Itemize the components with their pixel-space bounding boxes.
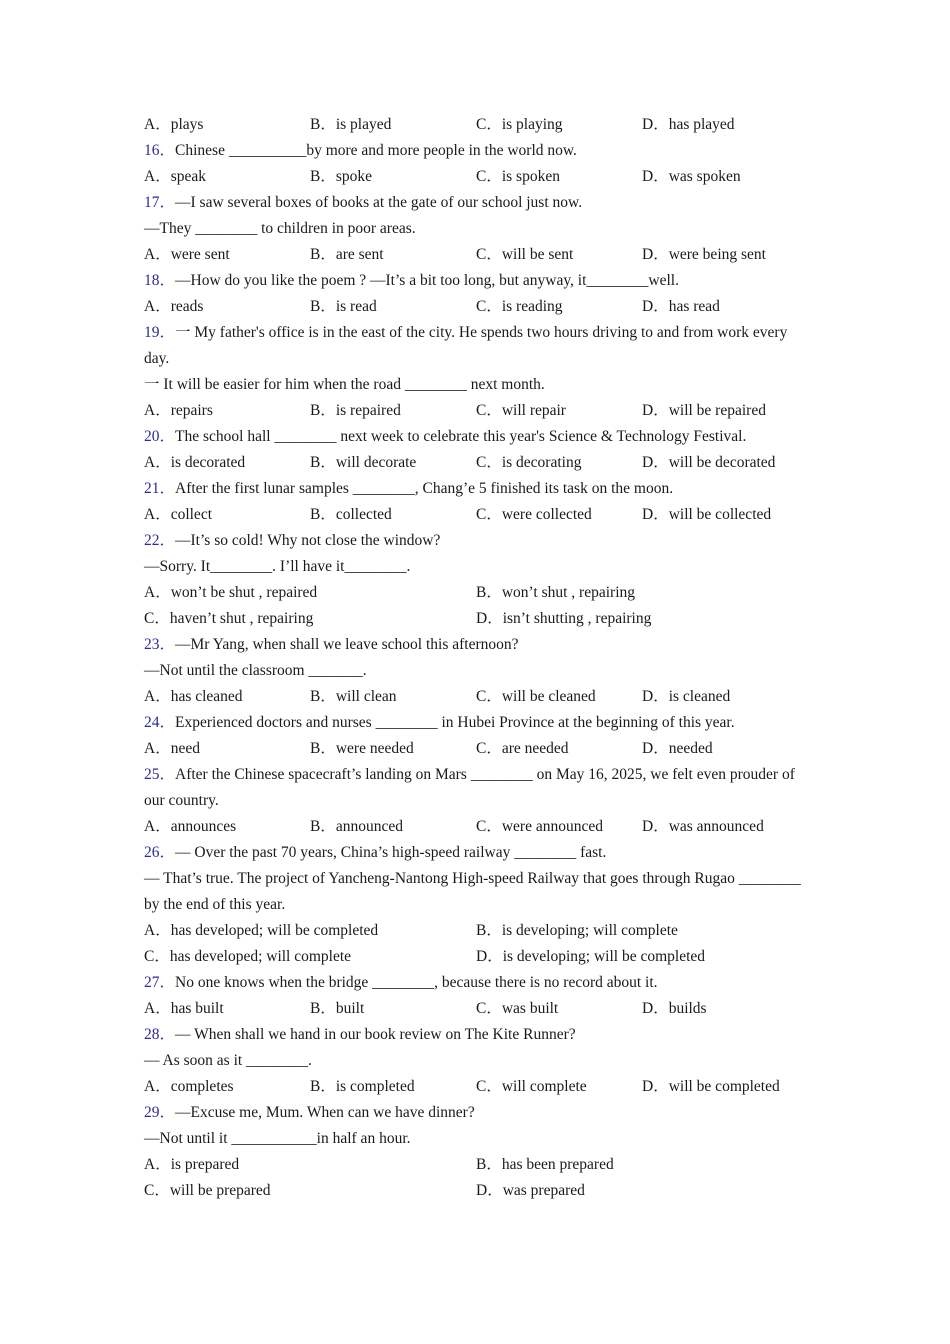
q29-stem-2: —Not until it ___________in half an hour.: [144, 1130, 411, 1147]
q27-option-b: B．built: [310, 1000, 365, 1017]
q24-option-b: B．were needed: [310, 740, 414, 757]
q25-number: 25．: [144, 766, 176, 783]
q22-option-d: D．isn’t shutting , repairing: [476, 610, 652, 627]
worksheet-page: [144, 112, 814, 1204]
q27-option-d: D．builds: [642, 1000, 707, 1017]
q23-number: 23．: [144, 636, 176, 653]
q18-text: —How do you like the poem ? —It’s a bit too long, but anyway, it________well.: [175, 272, 679, 289]
q26-stem-2: — That’s true. The project of Yancheng-Nantong High-speed Railway that goes through Rugao ________ by the end of this year.: [144, 870, 801, 913]
q22-stem-2: —Sorry. It________. I’ll have it________.: [144, 558, 411, 575]
q24-options: [144, 736, 814, 762]
q18-option-d: D．has read: [642, 298, 720, 315]
q18-number: 18．: [144, 272, 176, 289]
q25-option-d: D．was announced: [642, 818, 764, 835]
q15-option-b: B．is played: [310, 116, 392, 133]
q27-option-a: A．has built: [144, 1000, 224, 1017]
q28-option-c: C．will complete: [476, 1078, 587, 1095]
q21-option-b: B．collected: [310, 506, 392, 523]
q28-option-a: A．completes: [144, 1078, 234, 1095]
q28-stem-2: — As soon as it ________.: [144, 1052, 312, 1069]
q26-stem: [144, 840, 814, 866]
q22-option-b: B．won’t shut , repairing: [476, 584, 636, 601]
q21-option-a: A．collect: [144, 506, 213, 523]
q15-option-d: D．has played: [642, 116, 735, 133]
q29-option-a: A．is prepared: [144, 1156, 240, 1173]
q19-option-a: A．repairs: [144, 402, 213, 419]
q23-stem-2: —Not until the classroom _______.: [144, 662, 367, 679]
q26-option-a: A．has developed; will be completed: [144, 922, 379, 939]
q25-option-b: B．announced: [310, 818, 403, 835]
q22-option-c: C．haven’t shut , repairing: [144, 610, 314, 627]
q29-option-c: C．will be prepared: [144, 1182, 271, 1199]
q23-option-a: A．has cleaned: [144, 688, 243, 705]
q16-option-b: B．spoke: [310, 168, 373, 185]
q29-option-b: B．has been prepared: [476, 1156, 614, 1173]
q17-option-c: C．will be sent: [476, 246, 574, 263]
q18-option-b: B．is read: [310, 298, 377, 315]
q17-stem-2: —They ________ to children in poor areas.: [144, 220, 416, 237]
q19-options: [144, 398, 814, 424]
q16-options: [144, 164, 814, 190]
q23-text: —Mr Yang, when shall we leave school this afternoon?: [175, 636, 519, 653]
q29-number: 29．: [144, 1104, 176, 1121]
q29-stem: [144, 1100, 814, 1126]
q17-options: [144, 242, 814, 268]
q17-text: —I saw several boxes of books at the gate of our school just now.: [175, 194, 583, 211]
q29-text: —Excuse me, Mum. When can we have dinner?: [175, 1104, 475, 1121]
q19-text: 一 My father's office is in the east of the city. He spends two hours driving to and from work every day.: [144, 324, 788, 367]
q28-text: — When shall we hand in our book review on The Kite Runner?: [175, 1026, 576, 1043]
q25-text: After the Chinese spacecraft’s landing on Mars ________ on May 16, 2025, we felt even prouder of our country.: [144, 766, 795, 809]
q21-option-c: C．were collected: [476, 506, 592, 523]
q24-option-a: A．need: [144, 740, 200, 757]
q18-option-c: C．is reading: [476, 298, 563, 315]
q28-options: [144, 1074, 814, 1100]
q17-option-d: D．were being sent: [642, 246, 766, 263]
q25-option-a: A．announces: [144, 818, 237, 835]
q27-option-c: C．was built: [476, 1000, 559, 1017]
q15-options: [144, 112, 814, 138]
q26-option-c: C．has developed; will complete: [144, 948, 352, 965]
q19-stem: [144, 320, 814, 372]
q26-text: — Over the past 70 years, China’s high-speed railway ________ fast.: [175, 844, 607, 861]
q22-number: 22．: [144, 532, 176, 549]
q26-number: 26．: [144, 844, 176, 861]
q20-option-d: D．will be decorated: [642, 454, 776, 471]
q16-text: Chinese __________by more and more people in the world now.: [175, 142, 577, 159]
q27-text: No one knows when the bridge ________, because there is no record about it.: [175, 974, 658, 991]
q17-option-a: A．were sent: [144, 246, 230, 263]
q22-text: —It’s so cold! Why not close the window?: [175, 532, 441, 549]
q28-stem: [144, 1022, 814, 1048]
q25-stem: [144, 762, 814, 814]
q26-options-row-1: [144, 918, 814, 944]
q27-stem: [144, 970, 814, 996]
q15-option-a: A．plays: [144, 116, 204, 133]
q24-number: 24．: [144, 714, 176, 731]
q23-option-b: B．will clean: [310, 688, 397, 705]
q23-option-d: D．is cleaned: [642, 688, 731, 705]
q19-option-d: D．will be repaired: [642, 402, 766, 419]
q16-option-d: D．was spoken: [642, 168, 741, 185]
q21-options: [144, 502, 814, 528]
q27-options: [144, 996, 814, 1022]
q29-options-row-1: [144, 1152, 814, 1178]
q24-option-d: D．needed: [642, 740, 713, 757]
q26-option-d: D．is developing; will be completed: [476, 948, 706, 965]
q25-option-c: C．were announced: [476, 818, 603, 835]
q22-options-row-2: [144, 606, 814, 632]
q28-number: 28．: [144, 1026, 176, 1043]
q18-options: [144, 294, 814, 320]
q20-stem: [144, 424, 814, 450]
q16-option-a: A．speak: [144, 168, 206, 185]
q17-stem: [144, 190, 814, 216]
q22-stem: [144, 528, 814, 554]
q29-options-row-2: [144, 1178, 814, 1204]
q20-text: The school hall ________ next week to celebrate this year's Science & Technology Festival.: [175, 428, 747, 445]
q19-option-c: C．will repair: [476, 402, 566, 419]
q17-number: 17．: [144, 194, 176, 211]
q20-number: 20．: [144, 428, 176, 445]
q28-option-b: B．is completed: [310, 1078, 415, 1095]
q22-options-row-1: [144, 580, 814, 606]
q20-options: [144, 450, 814, 476]
q26-options-row-2: [144, 944, 814, 970]
q24-option-c: C．are needed: [476, 740, 569, 757]
q25-options: [144, 814, 814, 840]
q23-options: [144, 684, 814, 710]
q21-number: 21．: [144, 480, 176, 497]
q24-text: Experienced doctors and nurses ________ in Hubei Province at the beginning of this year.: [175, 714, 735, 731]
q19-number: 19．: [144, 324, 176, 341]
q20-option-a: A．is decorated: [144, 454, 246, 471]
q22-option-a: A．won’t be shut , repaired: [144, 584, 318, 601]
q19-option-b: B．is repaired: [310, 402, 401, 419]
q27-number: 27．: [144, 974, 176, 991]
q29-option-d: D．was prepared: [476, 1182, 585, 1199]
q23-option-c: C．will be cleaned: [476, 688, 596, 705]
q21-text: After the first lunar samples ________, Chang’e 5 finished its task on the moon.: [175, 480, 674, 497]
q18-option-a: A．reads: [144, 298, 204, 315]
q23-stem: [144, 632, 814, 658]
q21-option-d: D．will be collected: [642, 506, 772, 523]
q19-stem-2: 一 It will be easier for him when the road ________ next month.: [144, 376, 545, 393]
q20-option-b: B．will decorate: [310, 454, 417, 471]
q24-stem: [144, 710, 814, 736]
q26-option-b: B．is developing; will complete: [476, 922, 678, 939]
q16-option-c: C．is spoken: [476, 168, 560, 185]
q16-number: 16．: [144, 142, 176, 159]
q17-option-b: B．are sent: [310, 246, 384, 263]
q18-stem: [144, 268, 814, 294]
q28-option-d: D．will be completed: [642, 1078, 780, 1095]
q15-option-c: C．is playing: [476, 116, 563, 133]
q21-stem: [144, 476, 814, 502]
q20-option-c: C．is decorating: [476, 454, 582, 471]
q16-stem: [144, 138, 814, 164]
